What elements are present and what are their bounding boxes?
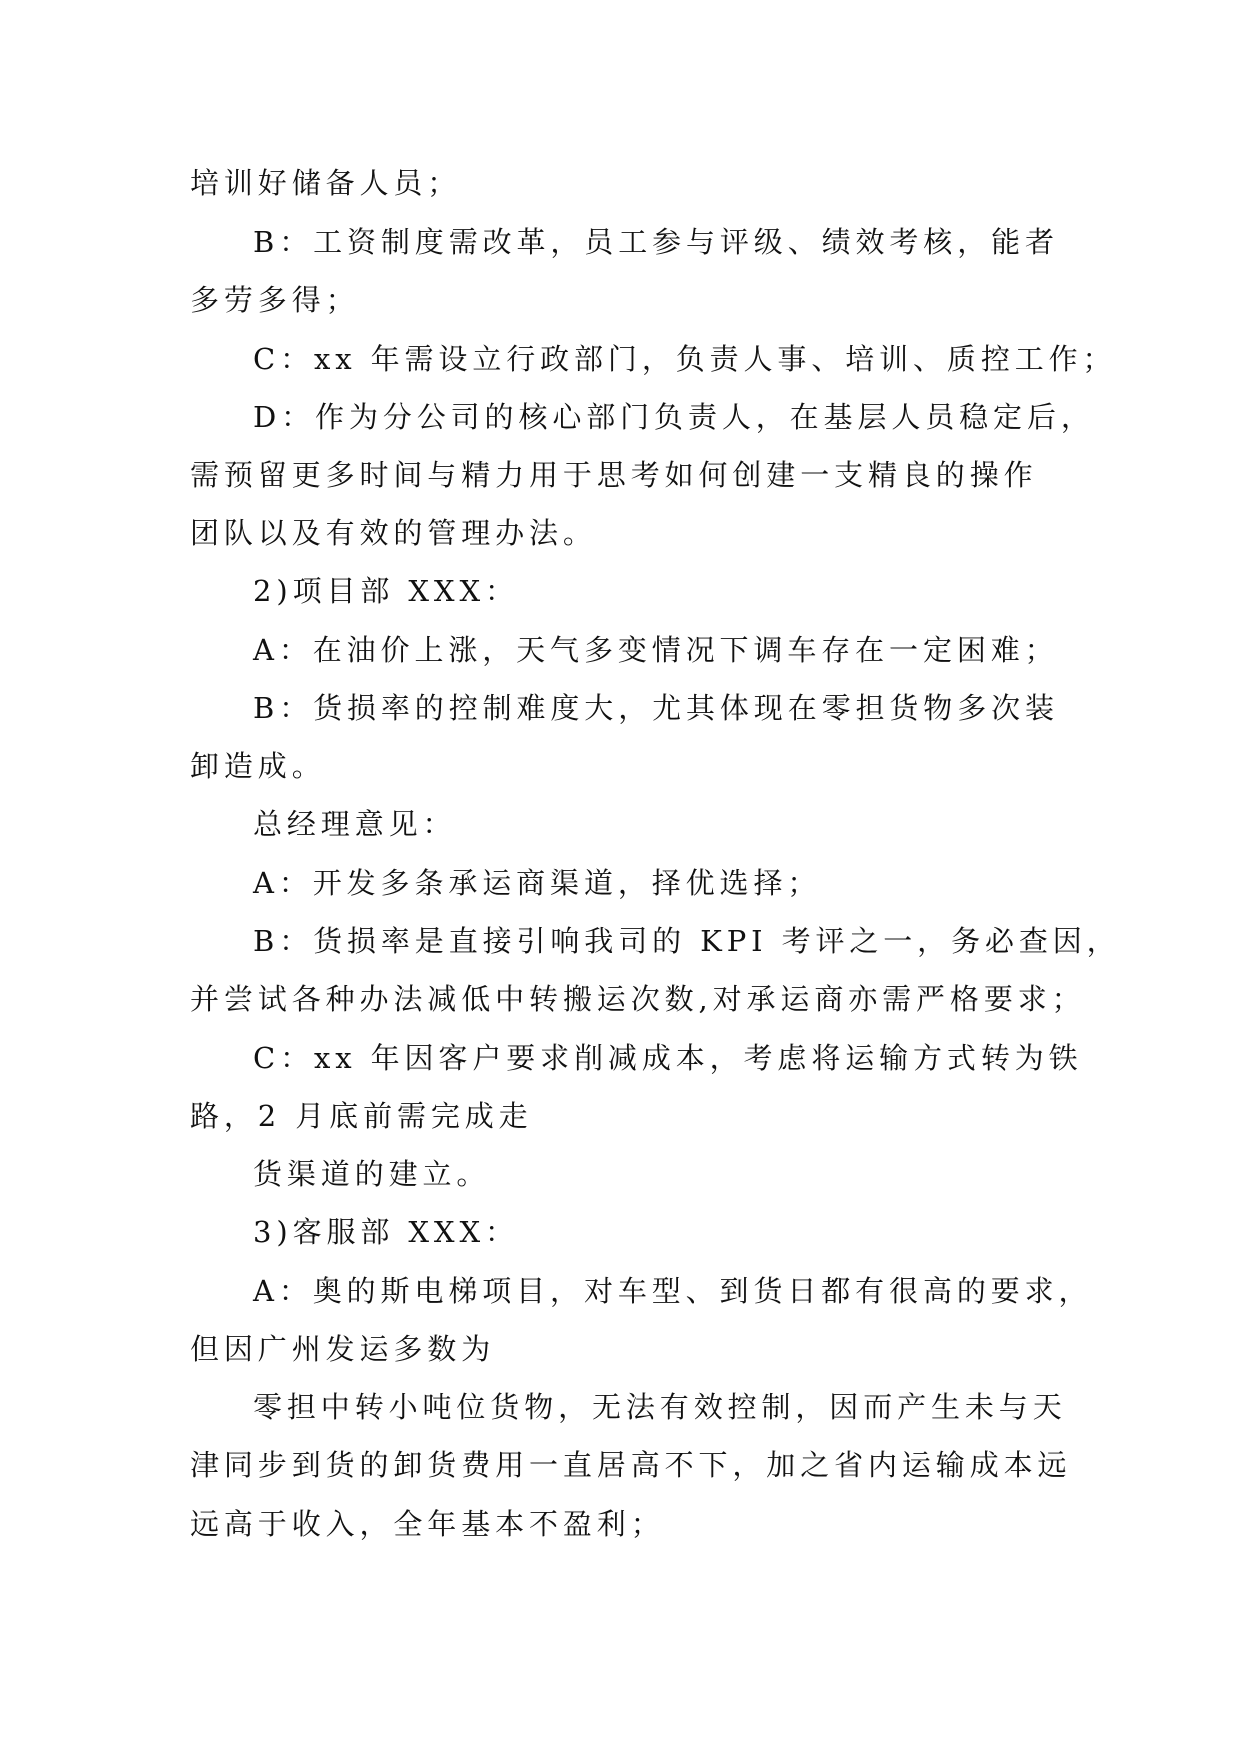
- text-line: 2)项目部 XXX：: [253, 574, 519, 608]
- text-line: A：开发多条承运商渠道，择优选择；: [253, 866, 822, 900]
- text-line: 团队以及有效的管理办法。: [190, 516, 597, 550]
- text-line: 远高于收入，全年基本不盈利；: [190, 1507, 665, 1541]
- text-line: A：在油价上涨，天气多变情况下调车存在一定困难；: [253, 633, 1059, 667]
- text-line: 培训好储备人员；: [190, 166, 462, 200]
- text-line: 总经理意见：: [253, 807, 457, 841]
- text-line: B：货损率是直接引响我司的 KPI 考评之一，务必查因，: [253, 924, 1121, 958]
- text-line: 多劳多得；: [190, 283, 360, 317]
- text-line: 货渠道的建立。: [253, 1157, 491, 1191]
- text-line: B：货损率的控制难度大，尤其体现在零担货物多次装: [253, 691, 1059, 725]
- text-line: C：xx 年因客户要求削减成本，考虑将运输方式转为铁: [253, 1041, 1083, 1075]
- text-line: 零担中转小吨位货物，无法有效控制，因而产生未与天: [253, 1390, 1067, 1424]
- text-line: 并尝试各种办法减低中转搬运次数,对承运商亦需严格要求；: [190, 982, 1086, 1016]
- text-line: 卸造成。: [190, 749, 326, 783]
- text-line: A：奥的斯电梯项目，对车型、到货日都有很高的要求，: [253, 1274, 1093, 1308]
- text-line: B：工资制度需改革，员工参与评级、绩效考核，能者: [253, 225, 1059, 259]
- text-line: 津同步到货的卸货费用一直居高不下，加之省内运输成本远: [190, 1448, 1072, 1482]
- text-line: C：xx 年需设立行政部门，负责人事、培训、质控工作；: [253, 342, 1117, 376]
- text-line: D：作为分公司的核心部门负责人，在基层人员稳定后，: [253, 400, 1095, 434]
- text-line: 路，2 月底前需完成走: [190, 1099, 533, 1133]
- text-line: 但因广州发运多数为: [190, 1332, 496, 1366]
- text-line: 3)客服部 XXX：: [253, 1215, 519, 1249]
- text-line: 需预留更多时间与精力用于思考如何创建一支精良的操作: [190, 458, 1038, 492]
